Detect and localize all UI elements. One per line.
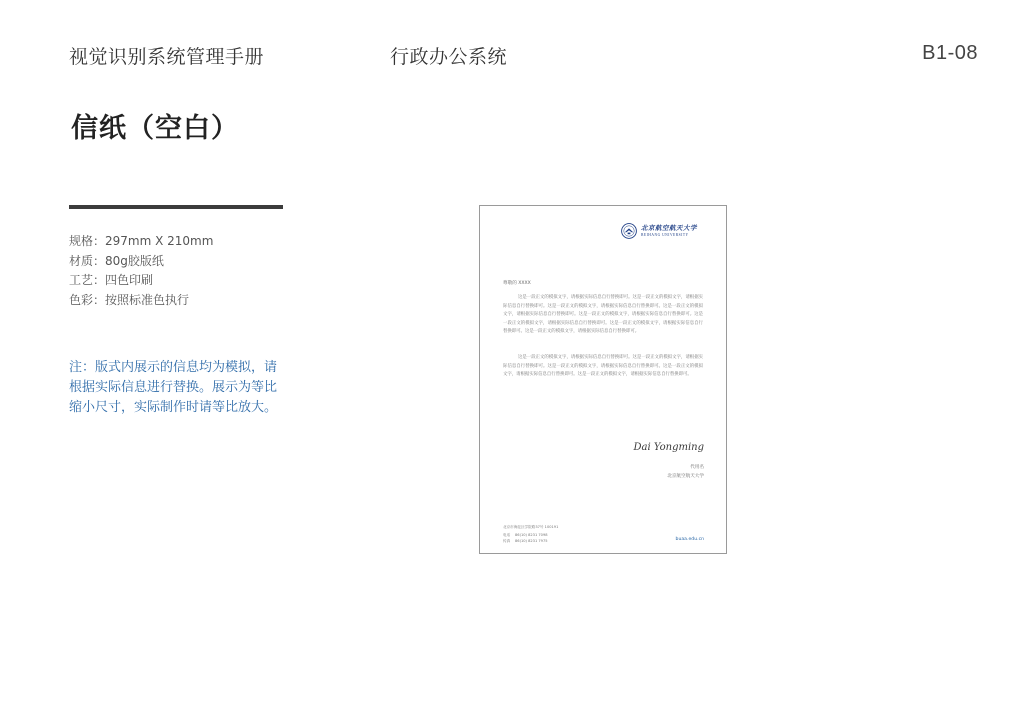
university-logo	[621, 223, 711, 241]
header-center: 行政办公系统	[390, 46, 508, 68]
header-left: 视觉识别系统管理手册	[69, 46, 265, 68]
telephone-number: 86(10) 8231 7098	[515, 533, 548, 537]
telephone-label: 电话	[503, 533, 511, 537]
title-divider	[69, 205, 283, 209]
spec-color: 色彩：按照标准色执行	[69, 292, 190, 307]
handwritten-signature: Dai Yongming	[633, 442, 704, 453]
letterhead-sheet	[479, 205, 727, 554]
letter-paragraph: 这是一段正文的模拟文字，请根据实际信息自行替换即可。这是一段正文的模拟文字，请根据实际信息自行替换即可。这是一段正文的模拟文字，请根据实际信息自行替换即可。这是一段正文的模拟文字，请根据实际信息自行替换即可。这是一段正文的模拟文字，请根据实际信息自行替换即可。	[503, 355, 703, 377]
spec-process: 工艺：四色印刷	[69, 273, 154, 287]
spec-list	[69, 232, 213, 310]
footer-address: 北京市海淀区学院路37号 100191	[503, 525, 559, 529]
logo-chinese-name: 北京航空航天大学	[641, 224, 697, 232]
footer-fax	[503, 539, 548, 544]
logo-english-name: BEIHANG UNIVERSITY	[641, 233, 689, 237]
letter-salutation: 尊敬的 XXXX	[503, 281, 531, 286]
footer-website: buaa.edu.cn	[675, 537, 704, 542]
fax-number: 86(10) 8231 7975	[515, 539, 548, 543]
footer-telephone	[503, 533, 548, 538]
letter-paragraph: 这是一段正文的模拟文字，请根据实际信息自行替换即可。这是一段正文的模拟文字，请根据实际信息自行替换即可。这是一段正文的模拟文字，请根据实际信息自行替换即可。这是一段正文的模拟文字，请根据实际信息自行替换即可。这是一段正文的模拟文字，请根据实际信息自行替换即可。这是一段正文的模拟文字，请根据实际信息自行替换即可。这是一段正文的模拟文字，请根据实际信息自行替换即可。这是一段正文的模拟文字，请根据实际信息自行替换即可。	[503, 295, 703, 334]
spec-size: 规格：297mm X 210mm	[69, 234, 214, 248]
signer-name: 代用名	[690, 465, 704, 470]
university-seal-icon	[621, 223, 637, 239]
page-title: 信纸（空白）	[71, 113, 239, 144]
note-text: 注：版式内展示的信息均为模拟，请根据实际信息进行替换。展示为等比缩小尺寸，实际制作时请等比放大。	[69, 360, 278, 415]
fax-label: 传真	[503, 539, 511, 543]
page-number: B1-08	[922, 42, 978, 64]
signer-organization: 北京航空航天大学	[667, 474, 704, 479]
spec-material: 材质：80g胶版纸	[69, 253, 164, 268]
